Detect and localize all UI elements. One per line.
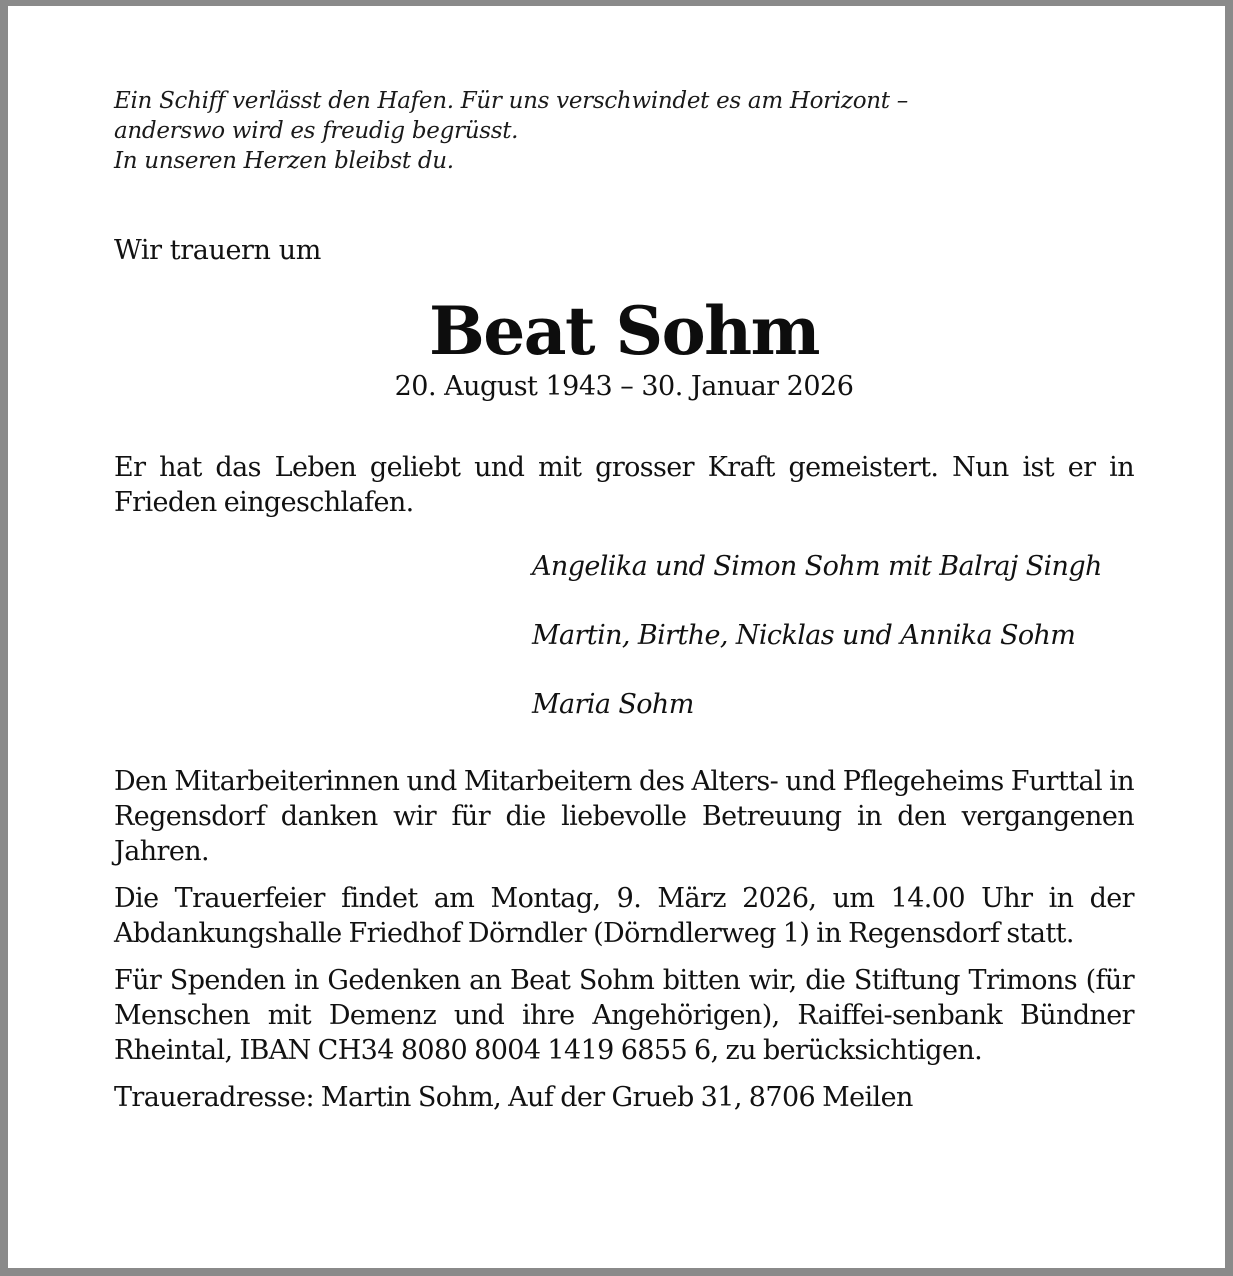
motto-verse [114, 86, 1134, 176]
mourner-entry: Angelika und Simon Sohm mit Balraj Singh [532, 551, 1102, 582]
ceremony-paragraph: Die Trauerfeier findet am Montag, 9. März 2026, um 14.00 Uhr in der Abdankungshalle Friedhof Dörndler (Dörndlerweg 1) in Regensdorf statt. [114, 883, 1134, 949]
intro-text: Wir trauern um [114, 235, 321, 266]
life-paragraph: Er hat das Leben geliebt und mit grosser Kraft gemeistert. Nun ist er in Frieden eingeschlafen. [114, 452, 1134, 518]
mourner-entry: Maria Sohm [532, 689, 694, 720]
life-dates: 20. August 1943 – 30. Januar 2026 [394, 371, 854, 402]
donations-paragraph: Für Spenden in Gedenken an Beat Sohm bitten wir, die Stiftung Trimons (für Menschen mit Demenz und ihre Angehörigen), Raiffei-senbank Bündner Rheintal, IBAN CH34 8080 8004 1419 6855 6, zu berücksichtigen. [114, 965, 1134, 1066]
deceased-name: Beat Sohm [428, 292, 819, 370]
obituary-notice [114, 86, 1134, 1115]
motto-line: In unseren Herzen bleibst du. [114, 148, 454, 174]
mourners-list [532, 550, 1134, 722]
motto-line: anderswo wird es freudig begrüsst. [114, 118, 519, 144]
mourner-entry: Martin, Birthe, Nicklas und Annika Sohm [532, 620, 1076, 651]
mourning-address: Traueradresse: Martin Sohm, Auf der Grueb 31, 8706 Meilen [114, 1082, 913, 1113]
thanks-paragraph: Den Mitarbeiterinnen und Mitarbeitern des Alters- und Pflegeheims Furttal in Regensdorf danken wir für die liebevolle Betreuung in den vergangenen Jahren. [114, 766, 1134, 867]
motto-line: Ein Schiff verlässt den Hafen. Für uns verschwindet es am Horizont – [114, 88, 908, 114]
